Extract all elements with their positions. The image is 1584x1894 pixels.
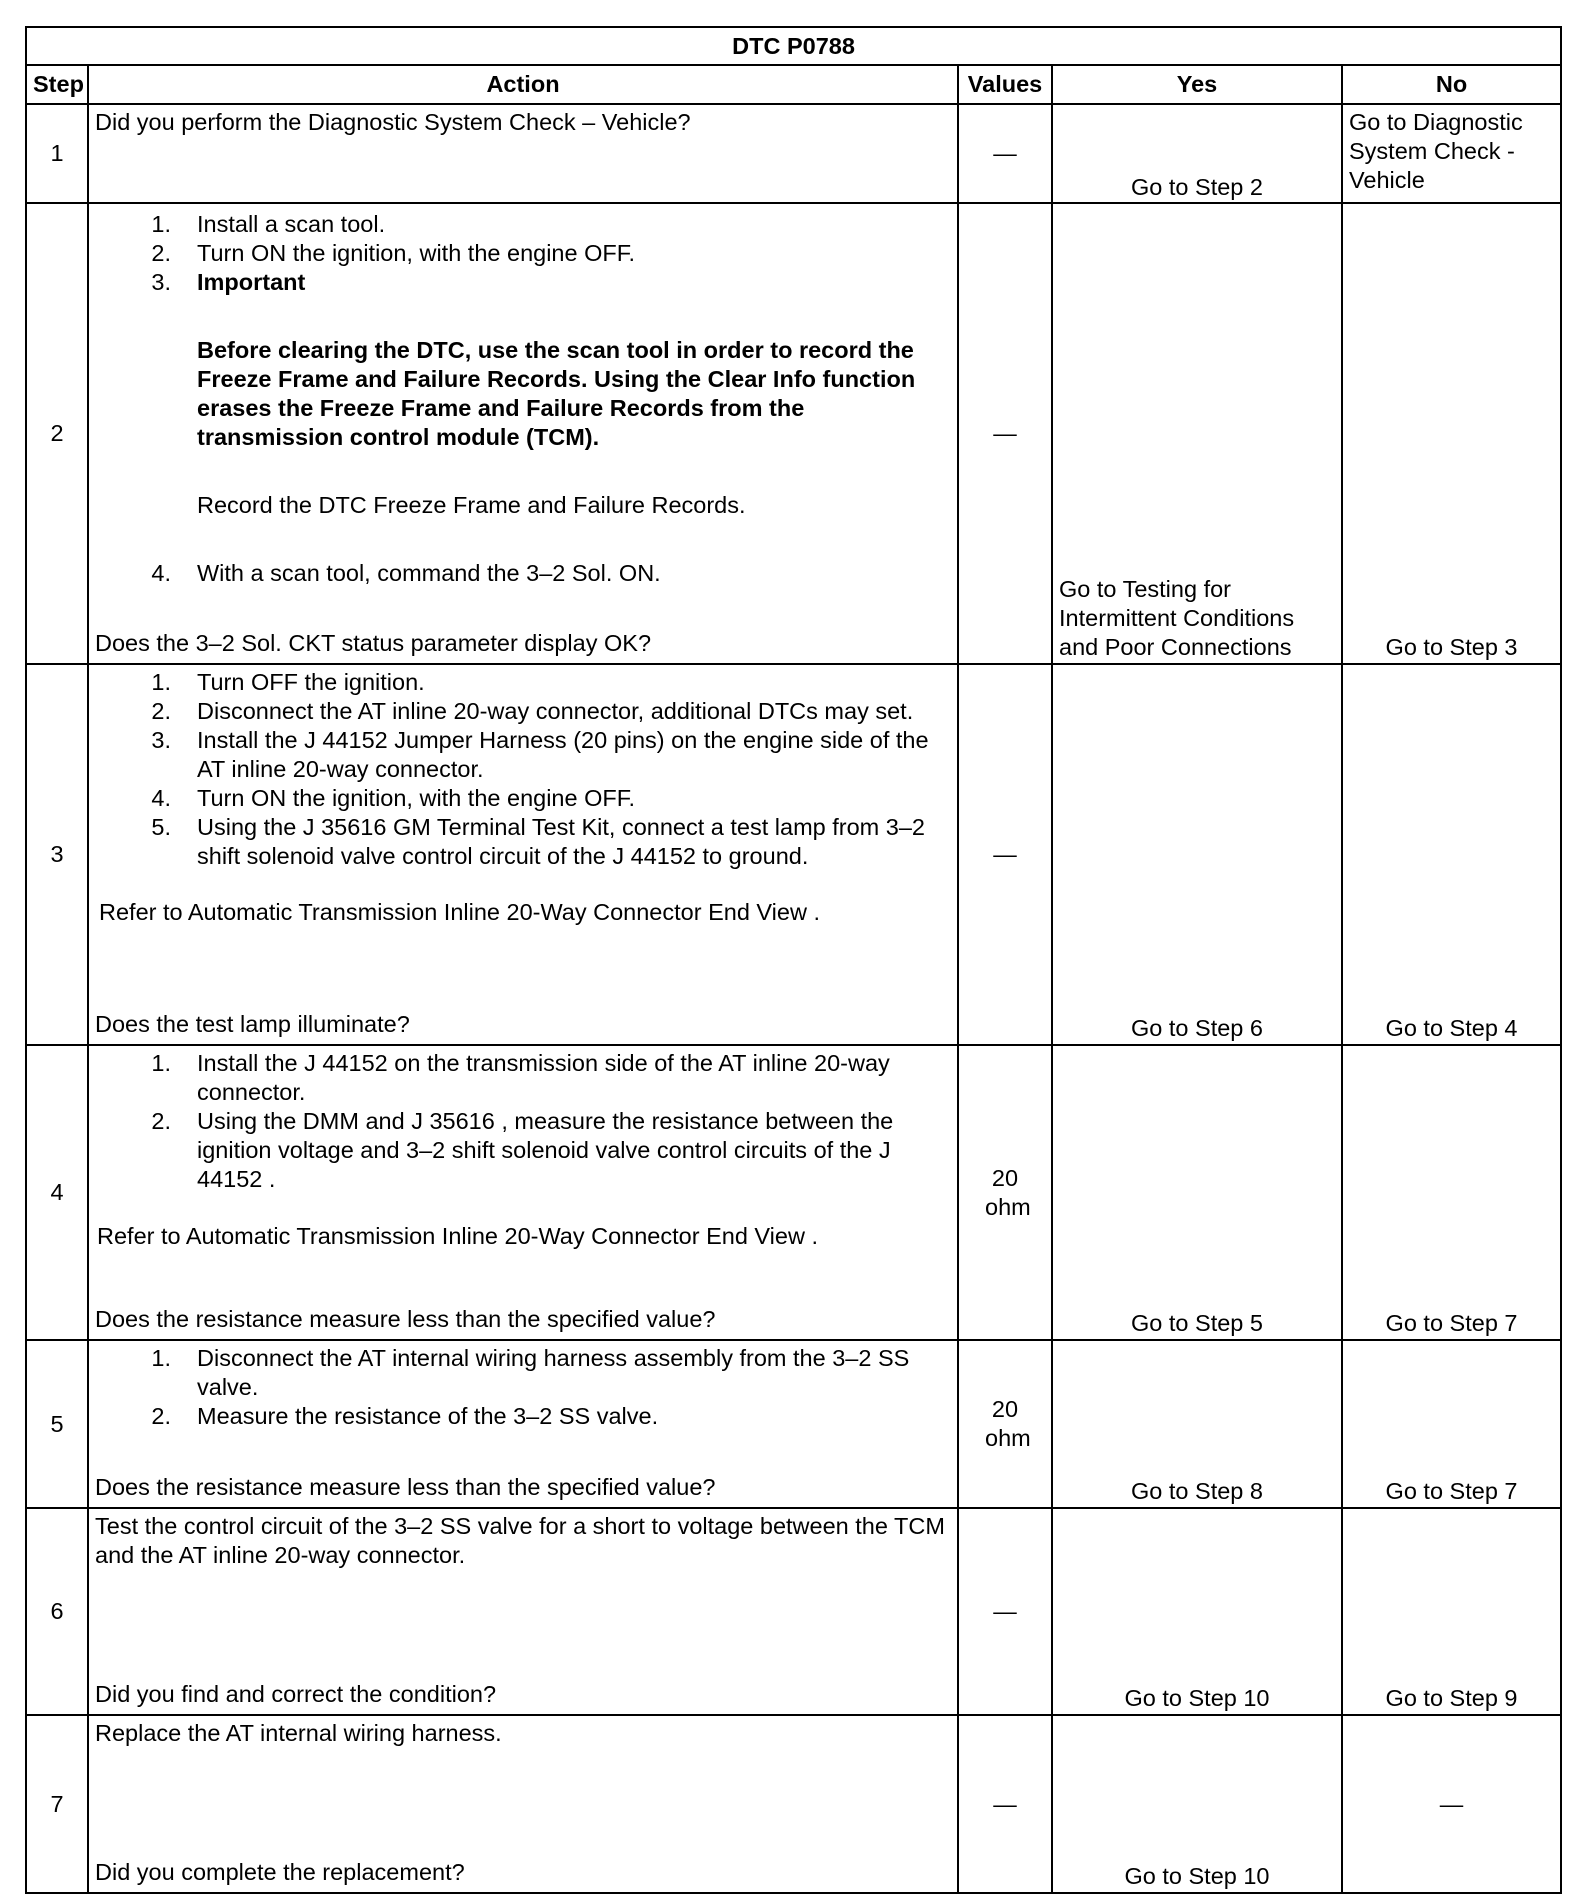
no-cell bbox=[1342, 1045, 1561, 1340]
refer-note[interactable]: Refer to Automatic Transmission Inline 20-Way Connector End View . bbox=[97, 1223, 818, 1249]
list-item: 3. Install the J 44152 Jumper Harness (20 pins) on the engine side of the AT inline 20-way connector. bbox=[151, 727, 929, 782]
action-text: Replace the AT internal wiring harness. bbox=[95, 1720, 502, 1746]
list-item: 1. Install the J 44152 on the transmission side of the AT inline 20-way connector. bbox=[151, 1050, 890, 1105]
step-number: 6 bbox=[26, 1508, 88, 1715]
list-item: 2. Using the DMM and J 35616 , measure the resistance between the ignition voltage and 3–2 shift solenoid valve control circuits of the J 44152 . bbox=[151, 1108, 894, 1192]
yes-link[interactable]: Go to Step 8 bbox=[1131, 1478, 1263, 1504]
action-text: Test the control circuit of the 3–2 SS valve for a short to voltage between the TCM and the AT inline 20-way connector. bbox=[95, 1513, 945, 1568]
list-item: 1. Turn OFF the ignition. bbox=[151, 669, 425, 695]
action-question: Did you find and correct the condition? bbox=[95, 1681, 497, 1707]
yes-cell bbox=[1052, 104, 1342, 203]
yes-link[interactable]: Go to Step 5 bbox=[1131, 1310, 1263, 1336]
values-text: 20 ohm bbox=[985, 1164, 1031, 1220]
header-no: No bbox=[1342, 65, 1561, 104]
action-question: Does the test lamp illuminate? bbox=[95, 1011, 410, 1037]
table-row-step-7 bbox=[26, 1715, 1561, 1893]
header-step: Step bbox=[26, 65, 88, 104]
action-steps bbox=[95, 559, 951, 588]
no-cell bbox=[1342, 664, 1561, 1045]
no-link[interactable]: Go to Step 9 bbox=[1385, 1685, 1518, 1711]
action-steps bbox=[95, 1049, 951, 1194]
values-text: 20 ohm bbox=[985, 1396, 1031, 1451]
table-row-step-6 bbox=[26, 1508, 1561, 1715]
header-row bbox=[26, 65, 1561, 104]
no-link[interactable]: Go to Step 7 bbox=[1385, 1310, 1518, 1336]
action-text: Did you perform the Diagnostic System Check – Vehicle? bbox=[95, 109, 691, 135]
table-row-step-5 bbox=[26, 1340, 1561, 1508]
list-item: 2. Turn ON the ignition, with the engine OFF. bbox=[151, 240, 636, 266]
no-link[interactable]: Go to Step 3 bbox=[1385, 634, 1518, 660]
no-link[interactable]: Go to Step 4 bbox=[1385, 1015, 1518, 1041]
yes-link[interactable]: Go to Step 10 bbox=[1124, 1685, 1270, 1711]
step-number: 1 bbox=[26, 104, 88, 203]
action-cell bbox=[88, 1715, 958, 1893]
action-question: Does the resistance measure less than the specified value? bbox=[95, 1474, 716, 1500]
action-steps bbox=[95, 668, 951, 871]
action-question: Did you complete the replacement? bbox=[95, 1859, 465, 1885]
yes-cell bbox=[1052, 1340, 1342, 1508]
values-cell bbox=[958, 1340, 1052, 1508]
step-number: 4 bbox=[26, 1045, 88, 1340]
action-steps bbox=[95, 210, 951, 297]
title-row bbox=[26, 27, 1561, 65]
list-item: 2. Disconnect the AT inline 20-way connector, additional DTCs may set. bbox=[151, 698, 914, 724]
no-cell bbox=[1342, 203, 1561, 664]
action-cell bbox=[88, 1045, 958, 1340]
action-cell bbox=[88, 104, 958, 203]
step-number: 5 bbox=[26, 1340, 88, 1508]
table-title: DTC P0788 bbox=[26, 27, 1561, 65]
list-item: 4. Turn ON the ignition, with the engine OFF. bbox=[151, 785, 636, 811]
yes-cell bbox=[1052, 1045, 1342, 1340]
dtc-table bbox=[25, 26, 1562, 1894]
action-steps bbox=[95, 1344, 951, 1431]
step-number: 7 bbox=[26, 1715, 88, 1893]
list-item: 5. Using the J 35616 GM Terminal Test Kit, connect a test lamp from 3–2 shift solenoid valve control circuit of the J 44152 to ground. bbox=[151, 814, 925, 869]
list-item: 1. Disconnect the AT internal wiring harness assembly from the 3–2 SS valve. bbox=[151, 1345, 910, 1400]
header-yes: Yes bbox=[1052, 65, 1342, 104]
list-item: 3. Important bbox=[151, 269, 306, 295]
values-cell: — bbox=[958, 203, 1052, 664]
values-cell: — bbox=[958, 1715, 1052, 1893]
record-note: Record the DTC Freeze Frame and Failure Records. bbox=[197, 492, 746, 518]
header-action: Action bbox=[88, 65, 958, 104]
step-number: 2 bbox=[26, 203, 88, 664]
table-row-step-3 bbox=[26, 664, 1561, 1045]
yes-link[interactable]: Go to Testing for Intermittent Conditions and Poor Connections bbox=[1059, 576, 1295, 660]
values-cell: — bbox=[958, 104, 1052, 203]
no-link[interactable]: Go to Diagnostic System Check - Vehicle bbox=[1349, 109, 1523, 193]
yes-link[interactable]: Go to Step 2 bbox=[1131, 174, 1263, 200]
no-cell bbox=[1342, 1340, 1561, 1508]
yes-link[interactable]: Go to Step 6 bbox=[1131, 1015, 1263, 1041]
action-cell bbox=[88, 203, 958, 664]
action-cell bbox=[88, 1508, 958, 1715]
action-question: Does the 3–2 Sol. CKT status parameter display OK? bbox=[95, 630, 652, 656]
yes-cell bbox=[1052, 664, 1342, 1045]
list-item: 2. Measure the resistance of the 3–2 SS valve. bbox=[151, 1403, 659, 1429]
values-cell bbox=[958, 1045, 1052, 1340]
table-row-step-4 bbox=[26, 1045, 1561, 1340]
important-note: Before clearing the DTC, use the scan tool in order to record the Freeze Frame and Failure Records. Using the Clear Info function erases the Freeze Frame and Failure Records from the transmission control module (TCM). bbox=[197, 337, 916, 450]
refer-note[interactable]: Refer to Automatic Transmission Inline 20-Way Connector End View . bbox=[99, 899, 820, 925]
no-cell bbox=[1342, 1508, 1561, 1715]
step-number: 3 bbox=[26, 664, 88, 1045]
table-row-step-1 bbox=[26, 104, 1561, 203]
list-item: 1. Install a scan tool. bbox=[151, 211, 386, 237]
action-cell bbox=[88, 664, 958, 1045]
action-cell bbox=[88, 1340, 958, 1508]
table-row-step-2 bbox=[26, 203, 1561, 664]
values-cell: — bbox=[958, 664, 1052, 1045]
values-cell: — bbox=[958, 1508, 1052, 1715]
no-link[interactable]: Go to Step 7 bbox=[1385, 1478, 1518, 1504]
yes-link[interactable]: Go to Step 10 bbox=[1124, 1863, 1270, 1889]
list-item: 4. With a scan tool, command the 3–2 Sol. ON. bbox=[151, 560, 661, 586]
action-question: Does the resistance measure less than the specified value? bbox=[95, 1306, 716, 1332]
yes-cell bbox=[1052, 1508, 1342, 1715]
no-cell: — bbox=[1342, 1715, 1561, 1893]
yes-cell bbox=[1052, 203, 1342, 664]
no-cell bbox=[1342, 104, 1561, 203]
header-values: Values bbox=[958, 65, 1052, 104]
yes-cell bbox=[1052, 1715, 1342, 1893]
